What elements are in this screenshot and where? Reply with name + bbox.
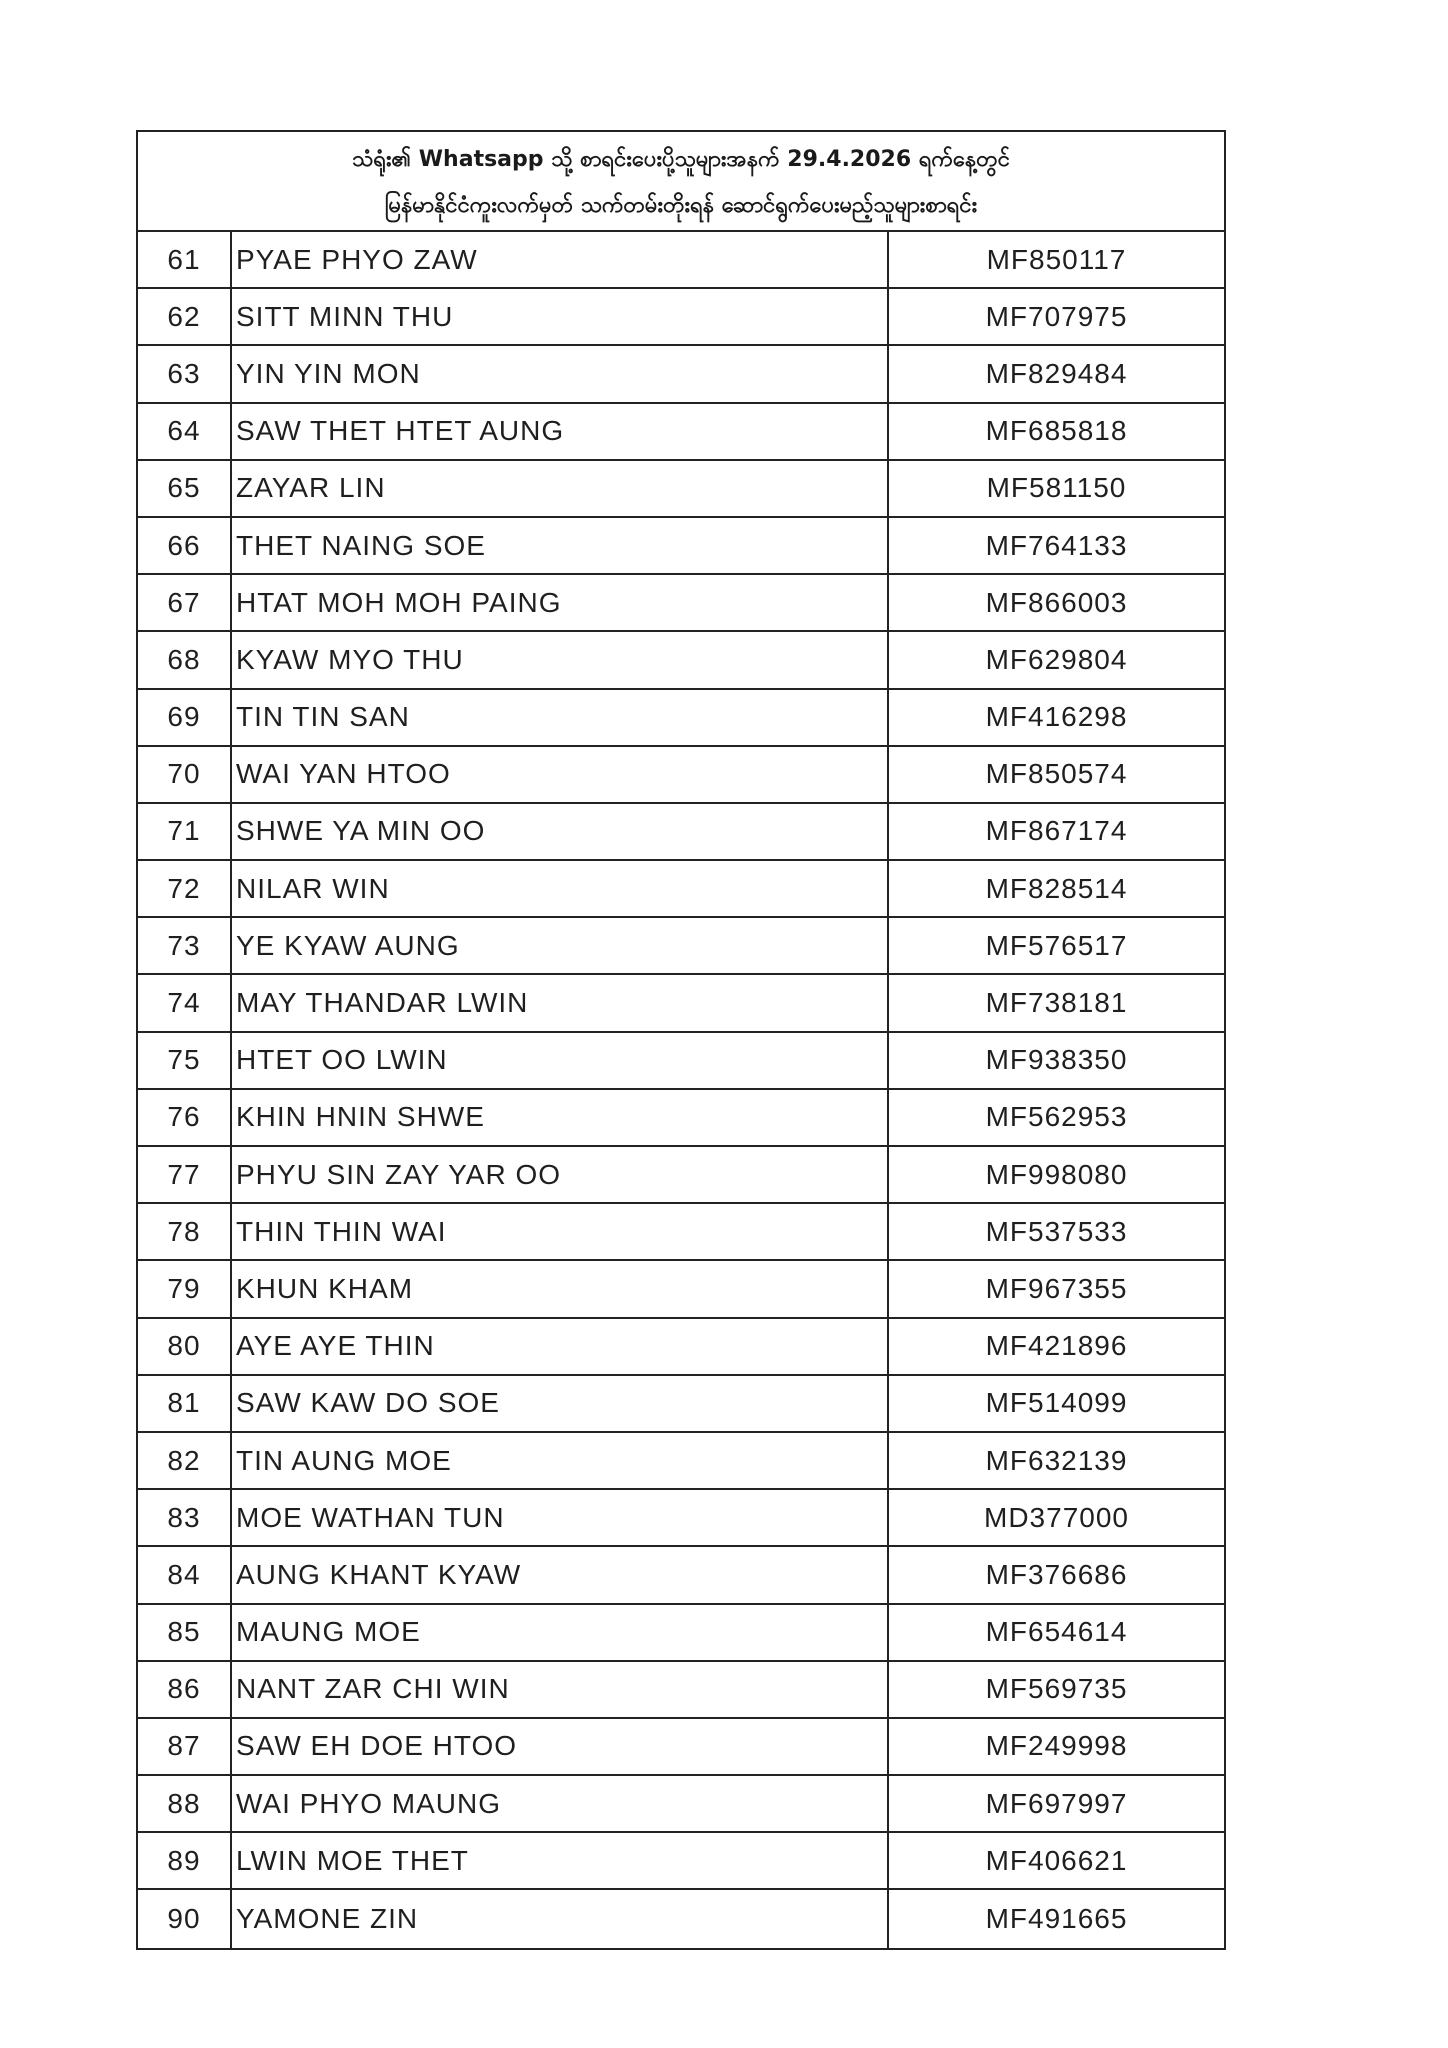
row-number: 68	[138, 632, 232, 687]
passport-number: MF828514	[985, 872, 1128, 904]
row-number: 72	[138, 861, 232, 916]
table-row	[138, 690, 1224, 747]
row-number: 81	[138, 1376, 232, 1431]
applicant-name: YE KYAW AUNG	[232, 918, 889, 973]
table-row	[138, 1547, 1224, 1604]
passport-number: MF938350	[985, 1044, 1128, 1076]
table-row	[138, 1833, 1224, 1890]
row-number: 86	[138, 1662, 232, 1717]
row-number: 69	[138, 690, 232, 745]
row-number: 89	[138, 1833, 232, 1888]
passport-number: MF697997	[985, 1787, 1128, 1819]
table-row	[138, 346, 1224, 403]
row-number: 74	[138, 975, 232, 1030]
passport-number: MF738181	[985, 987, 1128, 1019]
applicant-name: WAI YAN HTOO	[232, 747, 889, 802]
passport-number: MF537533	[985, 1215, 1128, 1247]
passport-number: MF406621	[985, 1844, 1128, 1876]
passport-number: MF421896	[985, 1330, 1128, 1362]
applicant-name: PHYU SIN ZAY YAR OO	[232, 1147, 889, 1202]
passport-number: MF850117	[986, 243, 1127, 275]
table-row	[138, 1490, 1224, 1547]
header-title-line-2: မြန်မာနိုင်ငံကူးလက်မှတ် သက်တမ်းတိုးရန် ဆောင်ရွက်ပေးမည့်သူများစာရင်း	[384, 193, 978, 218]
applicant-name: SITT MINN THU	[232, 289, 889, 344]
table-row	[138, 1033, 1224, 1090]
passport-number: MF249998	[985, 1730, 1128, 1762]
table-row	[138, 918, 1224, 975]
applicant-name: KHIN HNIN SHWE	[232, 1090, 889, 1145]
row-number: 65	[138, 461, 232, 516]
applicant-name: YIN YIN MON	[232, 346, 889, 401]
applicant-name: YAMONE ZIN	[232, 1890, 889, 1947]
table-row	[138, 632, 1224, 689]
passport-number: MF829484	[985, 357, 1128, 389]
row-number: 66	[138, 518, 232, 573]
passport-number: MF867174	[985, 815, 1128, 847]
table-row	[138, 1776, 1224, 1833]
passport-number: MF998080	[985, 1158, 1128, 1190]
table-header	[138, 132, 1224, 232]
passport-number: MF581150	[986, 472, 1127, 504]
row-number: 61	[138, 232, 232, 287]
row-number: 71	[138, 804, 232, 859]
applicant-name: ZAYAR LIN	[232, 461, 889, 516]
applicant-name: THIN THIN WAI	[232, 1204, 889, 1259]
table-row	[138, 1204, 1224, 1261]
table-row	[138, 1890, 1224, 1947]
applicant-name: KHUN KHAM	[232, 1261, 889, 1316]
table-row	[138, 1719, 1224, 1776]
row-number: 64	[138, 404, 232, 459]
passport-number: MF866003	[985, 586, 1128, 618]
table-row	[138, 1662, 1224, 1719]
passport-number: MF576517	[985, 929, 1128, 961]
passport-number: MF569735	[985, 1673, 1128, 1705]
row-number: 82	[138, 1433, 232, 1488]
applicant-name: PYAE PHYO ZAW	[232, 232, 889, 287]
table-row	[138, 289, 1224, 346]
table-row	[138, 1147, 1224, 1204]
row-number: 73	[138, 918, 232, 973]
table-row	[138, 232, 1224, 289]
table-body	[138, 232, 1224, 1948]
applicant-name: KYAW MYO THU	[232, 632, 889, 687]
row-number: 80	[138, 1319, 232, 1374]
applicant-name: SAW EH DOE HTOO	[232, 1719, 889, 1774]
applicant-name: HTET OO LWIN	[232, 1033, 889, 1088]
table-row	[138, 1376, 1224, 1433]
table-row	[138, 747, 1224, 804]
applicant-name: HTAT MOH MOH PAING	[232, 575, 889, 630]
table-row	[138, 975, 1224, 1032]
row-number: 70	[138, 747, 232, 802]
applicant-name: SAW KAW DO SOE	[232, 1376, 889, 1431]
table-row	[138, 404, 1224, 461]
table-row	[138, 461, 1224, 518]
passport-number: MF514099	[985, 1387, 1128, 1419]
applicant-name: NILAR WIN	[232, 861, 889, 916]
applicant-name: AUNG KHANT KYAW	[232, 1547, 889, 1602]
row-number: 78	[138, 1204, 232, 1259]
row-number: 76	[138, 1090, 232, 1145]
passport-number: MF654614	[985, 1616, 1128, 1648]
passport-number: MF707975	[985, 300, 1128, 332]
passport-number: MF562953	[985, 1101, 1128, 1133]
applicant-name: SAW THET HTET AUNG	[232, 404, 889, 459]
table-row	[138, 1261, 1224, 1318]
row-number: 79	[138, 1261, 232, 1316]
applicant-name: NANT ZAR CHI WIN	[232, 1662, 889, 1717]
row-number: 67	[138, 575, 232, 630]
row-number: 77	[138, 1147, 232, 1202]
row-number: 87	[138, 1719, 232, 1774]
row-number: 90	[138, 1890, 232, 1947]
table-row	[138, 1433, 1224, 1490]
header-title-line-1: သံရုံး၏ Whatsapp သို့ စာရင်းပေးပို့သူများအနက် 29.4.2026 ရက်နေ့တွင်	[352, 147, 1010, 172]
table-row	[138, 861, 1224, 918]
table-row	[138, 518, 1224, 575]
row-number: 85	[138, 1605, 232, 1660]
applicant-name: THET NAING SOE	[232, 518, 889, 573]
table-row	[138, 1090, 1224, 1147]
table-row	[138, 575, 1224, 632]
applicant-name: LWIN MOE THET	[232, 1833, 889, 1888]
passport-number: MF416298	[985, 701, 1128, 733]
passport-number: MF685818	[985, 415, 1128, 447]
applicant-name: MAUNG MOE	[232, 1605, 889, 1660]
row-number: 75	[138, 1033, 232, 1088]
row-number: 88	[138, 1776, 232, 1831]
passport-number: MF376686	[985, 1558, 1128, 1590]
row-number: 83	[138, 1490, 232, 1545]
applicant-name: TIN AUNG MOE	[232, 1433, 889, 1488]
applicant-name: AYE AYE THIN	[232, 1319, 889, 1374]
applicant-name: MAY THANDAR LWIN	[232, 975, 889, 1030]
row-number: 84	[138, 1547, 232, 1602]
table-row	[138, 1605, 1224, 1662]
passport-number: MD377000	[984, 1501, 1129, 1533]
passport-number: MF850574	[985, 758, 1128, 790]
row-number: 62	[138, 289, 232, 344]
passport-number: MF764133	[985, 529, 1128, 561]
applicant-name: WAI PHYO MAUNG	[232, 1776, 889, 1831]
passport-number: MF632139	[985, 1444, 1128, 1476]
passport-number: MF629804	[985, 643, 1128, 675]
passport-number: MF967355	[985, 1272, 1128, 1304]
applicant-name: MOE WATHAN TUN	[232, 1490, 889, 1545]
applicant-name: TIN TIN SAN	[232, 690, 889, 745]
row-number: 63	[138, 346, 232, 401]
passport-number: MF491665	[985, 1903, 1128, 1935]
applicant-table	[136, 130, 1226, 1950]
table-row	[138, 804, 1224, 861]
table-row	[138, 1319, 1224, 1376]
applicant-name: SHWE YA MIN OO	[232, 804, 889, 859]
